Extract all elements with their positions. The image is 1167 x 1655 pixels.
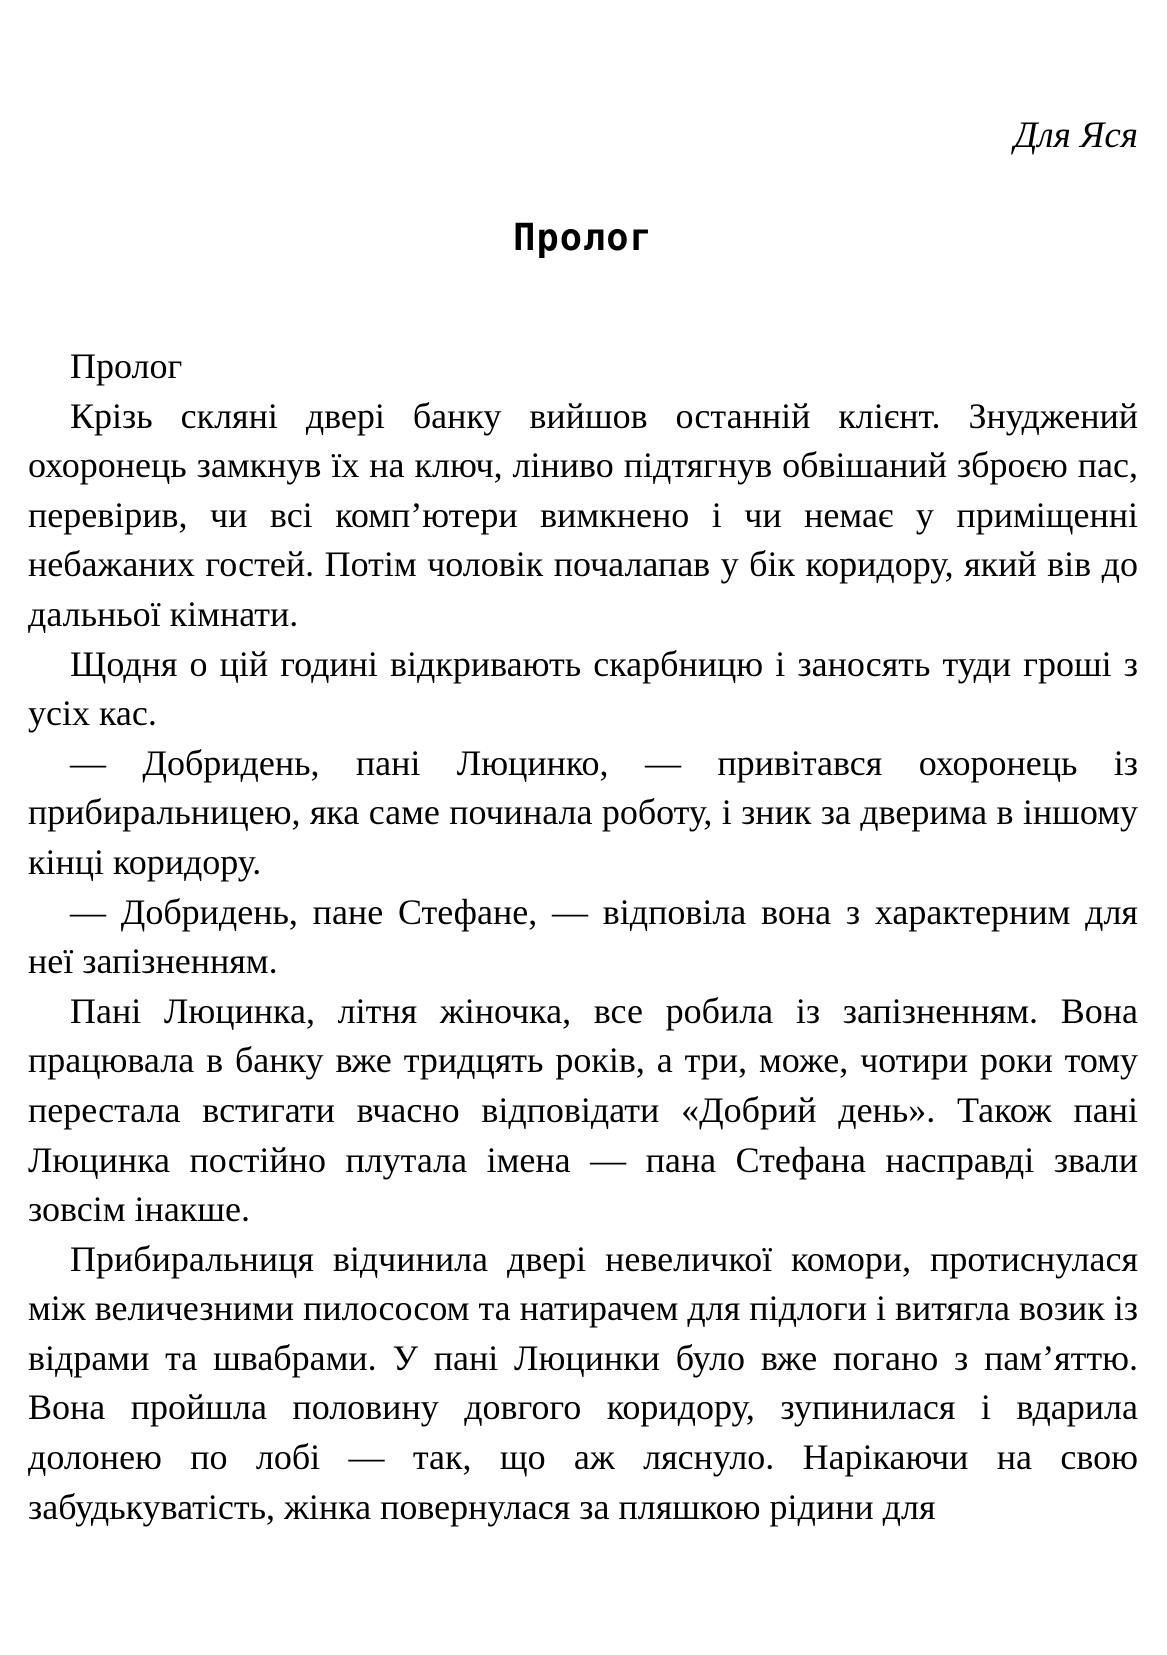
book-page	[28, 0, 1138, 1655]
chapter-title: Пролог	[513, 216, 653, 259]
paragraph: — Добридень, пані Люцинко, — привітався охоронець із прибиральницею, яка саме починала роботу, і зник за дверима в іншому кінці коридору.	[28, 742, 1138, 882]
body-text	[28, 342, 1138, 1532]
paragraph: Крізь скляні двері банку вийшов останній клієнт. Знуджений охоронець замкнув їх на ключ, ліниво підтягнув обвішаний зброєю пас, перевірив, чи всі комп’ютери вимкнено і чи немає у приміщенні небажаних гостей. Потім чоловік почалапав у бік коридору, який вів до дальньої кімнати.	[28, 395, 1138, 634]
paragraph: Пані Люцинка, літня жіночка, все робила із запізненням. Вона працювала в банку вже тридцять років, а три, може, чотири роки тому перестала встигати вчасно відповідати «Добрий день». Також пані Люцинка постійно плутала імена — пана Стефана насправді звали зовсім інакше.	[28, 990, 1138, 1230]
paragraph: Прибиральниця відчинила двері невеличкої комори, протиснулася між величезними пилососом та натирачем для підлоги і витягла возик із відрами та швабрами. У пані Люцинки було вже погано з пам’яттю. Вона пройшла половину довгого коридору, зупинилася і вдарила долонею по лобі — так, що аж ляснуло. Нарікаючи на свою забудькуватість, жінка повернулася за пляшкою рідини для	[28, 1238, 1138, 1527]
paragraph: — Добридень, пане Стефане, — відповіла вона з характерним для неї запізненням.	[28, 891, 1138, 982]
paragraph: Щодня о цій годині відкривають скарбницю і заносять туди гроші з усіх кас.	[28, 643, 1138, 734]
paragraph: Пролог	[70, 346, 183, 386]
dedication: Для Яся	[1013, 115, 1138, 156]
